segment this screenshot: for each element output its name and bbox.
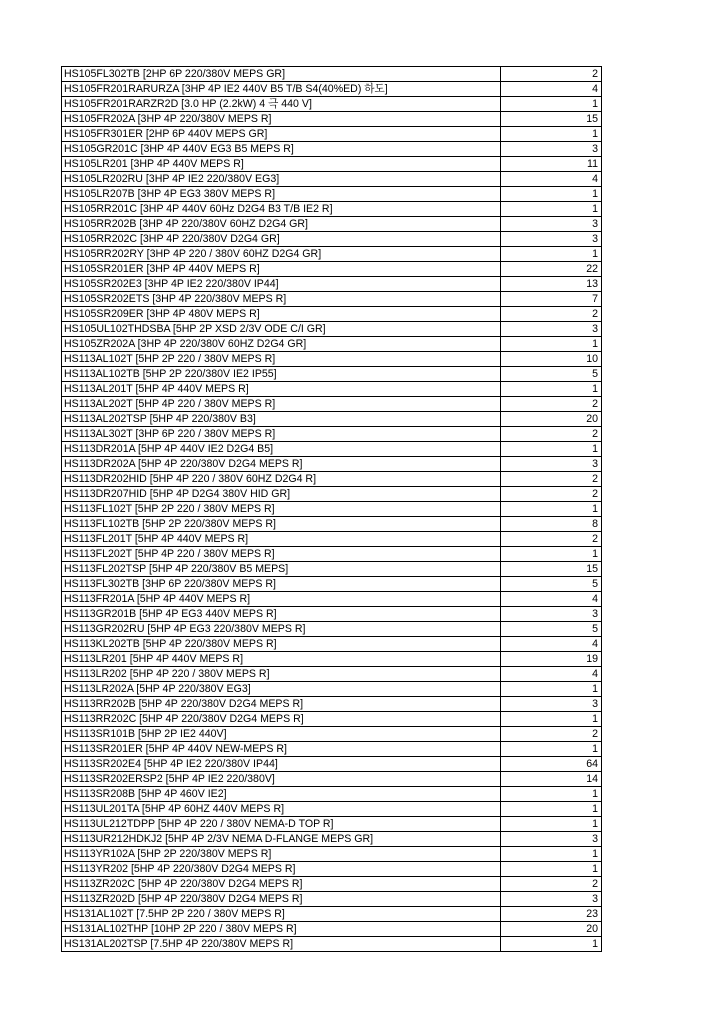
table-row — [62, 877, 602, 892]
item-description-cell: HS105RR202C [3HP 4P 220/380V D2G4 GR] — [62, 232, 501, 247]
quantity-cell: 1 — [501, 187, 602, 202]
item-description-cell: HS105FR301ER [2HP 6P 440V MEPS GR] — [62, 127, 501, 142]
item-description-cell: HS105RR201C [3HP 4P 440V 60Hz D2G4 B3 T/B IE2 R] — [62, 202, 501, 217]
quantity-cell: 15 — [501, 112, 602, 127]
table-row — [62, 217, 602, 232]
quantity-cell: 2 — [501, 67, 602, 82]
item-description-cell: HS113AL302T [3HP 6P 220 / 380V MEPS R] — [62, 427, 501, 442]
quantity-cell: 4 — [501, 82, 602, 97]
table-row — [62, 562, 602, 577]
quantity-cell: 2 — [501, 472, 602, 487]
quantity-cell: 20 — [501, 922, 602, 937]
item-description-cell: HS113AL202T [5HP 4P 220 / 380V MEPS R] — [62, 397, 501, 412]
item-description-cell: HS105FR201RARURZA [3HP 4P IE2 440V B5 T/B S4(40%ED) 하도] — [62, 82, 501, 97]
quantity-cell: 1 — [501, 862, 602, 877]
table-row — [62, 892, 602, 907]
quantity-cell: 2 — [501, 307, 602, 322]
item-description-cell: HS113AL202TSP [5HP 4P 220/380V B3] — [62, 412, 501, 427]
item-description-cell: HS113FR201A [5HP 4P 440V MEPS R] — [62, 592, 501, 607]
item-description-cell: HS113GR202RU [5HP 4P EG3 220/380V MEPS R] — [62, 622, 501, 637]
quantity-cell: 64 — [501, 757, 602, 772]
quantity-cell: 1 — [501, 847, 602, 862]
item-description-cell: HS113SR101B [5HP 2P IE2 440V] — [62, 727, 501, 742]
item-description-cell: HS113SR201ER [5HP 4P 440V NEW-MEPS R] — [62, 742, 501, 757]
quantity-cell: 22 — [501, 262, 602, 277]
item-description-cell: HS105FL302TB [2HP 6P 220/380V MEPS GR] — [62, 67, 501, 82]
quantity-cell: 3 — [501, 892, 602, 907]
item-description-cell: HS105GR201C [3HP 4P 440V EG3 B5 MEPS R] — [62, 142, 501, 157]
item-description-cell: HS113ZR202D [5HP 4P 220/380V D2G4 MEPS R] — [62, 892, 501, 907]
table-row — [62, 97, 602, 112]
item-description-cell: HS113SR208B [5HP 4P 460V IE2] — [62, 787, 501, 802]
table-row — [62, 82, 602, 97]
item-description-cell: HS113AL102TB [5HP 2P 220/380V IE2 IP55] — [62, 367, 501, 382]
quantity-cell: 3 — [501, 832, 602, 847]
quantity-cell: 3 — [501, 232, 602, 247]
quantity-cell: 1 — [501, 442, 602, 457]
item-description-cell: HS113UL212TDPP [5HP 4P 220 / 380V NEMA-D TOP R] — [62, 817, 501, 832]
table-row — [62, 832, 602, 847]
table-row — [62, 202, 602, 217]
table-row — [62, 862, 602, 877]
item-description-cell: HS105SR202ETS [3HP 4P 220/380V MEPS R] — [62, 292, 501, 307]
inventory-table-body — [62, 67, 602, 952]
item-description-cell: HS105LR202RU [3HP 4P IE2 220/380V EG3] — [62, 172, 501, 187]
table-row — [62, 262, 602, 277]
quantity-cell: 3 — [501, 697, 602, 712]
table-row — [62, 532, 602, 547]
item-description-cell: HS113ZR202C [5HP 4P 220/380V D2G4 MEPS R] — [62, 877, 501, 892]
quantity-cell: 5 — [501, 577, 602, 592]
item-description-cell: HS105UL102THDSBA [5HP 2P XSD 2/3V ODE C/I GR] — [62, 322, 501, 337]
item-description-cell: HS113DR202A [5HP 4P 220/380V D2G4 MEPS R] — [62, 457, 501, 472]
item-description-cell: HS113FL102TB [5HP 2P 220/380V MEPS R] — [62, 517, 501, 532]
table-row — [62, 292, 602, 307]
table-row — [62, 787, 602, 802]
quantity-cell: 2 — [501, 397, 602, 412]
item-description-cell: HS113FL202TSP [5HP 4P 220/380V B5 MEPS] — [62, 562, 501, 577]
quantity-cell: 1 — [501, 937, 602, 952]
table-row — [62, 487, 602, 502]
item-description-cell: HS131AL102T [7.5HP 2P 220 / 380V MEPS R] — [62, 907, 501, 922]
table-row — [62, 307, 602, 322]
item-description-cell: HS113AL102T [5HP 2P 220 / 380V MEPS R] — [62, 352, 501, 367]
item-description-cell: HS113SR202E4 [5HP 4P IE2 220/380V IP44] — [62, 757, 501, 772]
table-row — [62, 382, 602, 397]
table-row — [62, 142, 602, 157]
table-row — [62, 67, 602, 82]
quantity-cell: 4 — [501, 172, 602, 187]
quantity-cell: 4 — [501, 637, 602, 652]
quantity-cell: 5 — [501, 622, 602, 637]
item-description-cell: HS113DR202HID [5HP 4P 220 / 380V 60HZ D2G4 R] — [62, 472, 501, 487]
table-row — [62, 442, 602, 457]
table-row — [62, 517, 602, 532]
item-description-cell: HS113YR102A [5HP 2P 220/380V MEPS R] — [62, 847, 501, 862]
table-row — [62, 802, 602, 817]
item-description-cell: HS113FL201T [5HP 4P 440V MEPS R] — [62, 532, 501, 547]
quantity-cell: 1 — [501, 742, 602, 757]
table-row — [62, 772, 602, 787]
item-description-cell: HS105SR202E3 [3HP 4P IE2 220/380V IP44] — [62, 277, 501, 292]
table-row — [62, 592, 602, 607]
table-row — [62, 907, 602, 922]
table-row — [62, 652, 602, 667]
item-description-cell: HS113YR202 [5HP 4P 220/380V D2G4 MEPS R] — [62, 862, 501, 877]
quantity-cell: 2 — [501, 727, 602, 742]
quantity-cell: 2 — [501, 487, 602, 502]
item-description-cell: HS113LR202 [5HP 4P 220 / 380V MEPS R] — [62, 667, 501, 682]
item-description-cell: HS105FR201RARZR2D [3.0 HP (2.2kW) 4 극 440 V] — [62, 97, 501, 112]
quantity-cell: 1 — [501, 682, 602, 697]
quantity-cell: 8 — [501, 517, 602, 532]
table-row — [62, 352, 602, 367]
item-description-cell: HS113FL202T [5HP 4P 220 / 380V MEPS R] — [62, 547, 501, 562]
item-description-cell: HS113SR202ERSP2 [5HP 4P IE2 220/380V] — [62, 772, 501, 787]
item-description-cell: HS113GR201B [5HP 4P EG3 440V MEPS R] — [62, 607, 501, 622]
item-description-cell: HS105RR202RY [3HP 4P 220 / 380V 60HZ D2G4 GR] — [62, 247, 501, 262]
item-description-cell: HS113RR202B [5HP 4P 220/380V D2G4 MEPS R] — [62, 697, 501, 712]
quantity-cell: 1 — [501, 382, 602, 397]
table-row — [62, 577, 602, 592]
quantity-cell: 2 — [501, 532, 602, 547]
item-description-cell: HS105SR201ER [3HP 4P 440V MEPS R] — [62, 262, 501, 277]
quantity-cell: 1 — [501, 337, 602, 352]
quantity-cell: 3 — [501, 607, 602, 622]
table-row — [62, 742, 602, 757]
quantity-cell: 1 — [501, 202, 602, 217]
table-row — [62, 367, 602, 382]
table-row — [62, 547, 602, 562]
table-row — [62, 697, 602, 712]
item-description-cell: HS113LR201 [5HP 4P 440V MEPS R] — [62, 652, 501, 667]
quantity-cell: 1 — [501, 802, 602, 817]
quantity-cell: 3 — [501, 142, 602, 157]
quantity-cell: 1 — [501, 502, 602, 517]
quantity-cell: 19 — [501, 652, 602, 667]
table-row — [62, 637, 602, 652]
item-description-cell: HS113LR202A [5HP 4P 220/380V EG3] — [62, 682, 501, 697]
quantity-cell: 20 — [501, 412, 602, 427]
table-row — [62, 187, 602, 202]
table-row — [62, 937, 602, 952]
quantity-cell: 14 — [501, 772, 602, 787]
quantity-cell: 1 — [501, 247, 602, 262]
table-row — [62, 682, 602, 697]
item-description-cell: HS113FL302TB [3HP 6P 220/380V MEPS R] — [62, 577, 501, 592]
item-description-cell: HS105FR202A [3HP 4P 220/380V MEPS R] — [62, 112, 501, 127]
item-description-cell: HS131AL102THP [10HP 2P 220 / 380V MEPS R] — [62, 922, 501, 937]
quantity-cell: 3 — [501, 457, 602, 472]
table-row — [62, 667, 602, 682]
item-description-cell: HS105SR209ER [3HP 4P 480V MEPS R] — [62, 307, 501, 322]
item-description-cell: HS131AL202TSP [7.5HP 4P 220/380V MEPS R] — [62, 937, 501, 952]
quantity-cell: 1 — [501, 547, 602, 562]
table-row — [62, 922, 602, 937]
table-row — [62, 502, 602, 517]
item-description-cell: HS113KL202TB [5HP 4P 220/380V MEPS R] — [62, 637, 501, 652]
item-description-cell: HS113RR202C [5HP 4P 220/380V D2G4 MEPS R] — [62, 712, 501, 727]
quantity-cell: 1 — [501, 97, 602, 112]
table-row — [62, 112, 602, 127]
table-row — [62, 757, 602, 772]
quantity-cell: 7 — [501, 292, 602, 307]
table-row — [62, 172, 602, 187]
table-row — [62, 397, 602, 412]
table-row — [62, 157, 602, 172]
quantity-cell: 10 — [501, 352, 602, 367]
quantity-cell: 1 — [501, 817, 602, 832]
quantity-cell: 4 — [501, 592, 602, 607]
table-row — [62, 232, 602, 247]
table-row — [62, 712, 602, 727]
table-row — [62, 847, 602, 862]
table-row — [62, 727, 602, 742]
table-row — [62, 607, 602, 622]
table-row — [62, 247, 602, 262]
table-row — [62, 472, 602, 487]
quantity-cell: 13 — [501, 277, 602, 292]
table-row — [62, 817, 602, 832]
table-row — [62, 322, 602, 337]
inventory-table — [61, 66, 602, 952]
quantity-cell: 3 — [501, 322, 602, 337]
item-description-cell: HS113AL201T [5HP 4P 440V MEPS R] — [62, 382, 501, 397]
item-description-cell: HS113UR212HDKJ2 [5HP 4P 2/3V NEMA D-FLANGE MEPS GR] — [62, 832, 501, 847]
table-row — [62, 412, 602, 427]
item-description-cell: HS105RR202B [3HP 4P 220/380V 60HZ D2G4 GR] — [62, 217, 501, 232]
quantity-cell: 2 — [501, 427, 602, 442]
quantity-cell: 2 — [501, 877, 602, 892]
item-description-cell: HS113DR207HID [5HP 4P D2G4 380V HID GR] — [62, 487, 501, 502]
table-row — [62, 427, 602, 442]
quantity-cell: 15 — [501, 562, 602, 577]
quantity-cell: 1 — [501, 127, 602, 142]
item-description-cell: HS113FL102T [5HP 2P 220 / 380V MEPS R] — [62, 502, 501, 517]
quantity-cell: 1 — [501, 712, 602, 727]
item-description-cell: HS105LR201 [3HP 4P 440V MEPS R] — [62, 157, 501, 172]
item-description-cell: HS105LR207B [3HP 4P EG3 380V MEPS R] — [62, 187, 501, 202]
table-row — [62, 127, 602, 142]
quantity-cell: 23 — [501, 907, 602, 922]
table-row — [62, 337, 602, 352]
quantity-cell: 1 — [501, 787, 602, 802]
quantity-cell: 5 — [501, 367, 602, 382]
quantity-cell: 4 — [501, 667, 602, 682]
item-description-cell: HS113UL201TA [5HP 4P 60HZ 440V MEPS R] — [62, 802, 501, 817]
table-row — [62, 457, 602, 472]
table-row — [62, 622, 602, 637]
quantity-cell: 3 — [501, 217, 602, 232]
table-row — [62, 277, 602, 292]
item-description-cell: HS113DR201A [5HP 4P 440V IE2 D2G4 B5] — [62, 442, 501, 457]
item-description-cell: HS105ZR202A [3HP 4P 220/380V 60HZ D2G4 GR] — [62, 337, 501, 352]
quantity-cell: 11 — [501, 157, 602, 172]
